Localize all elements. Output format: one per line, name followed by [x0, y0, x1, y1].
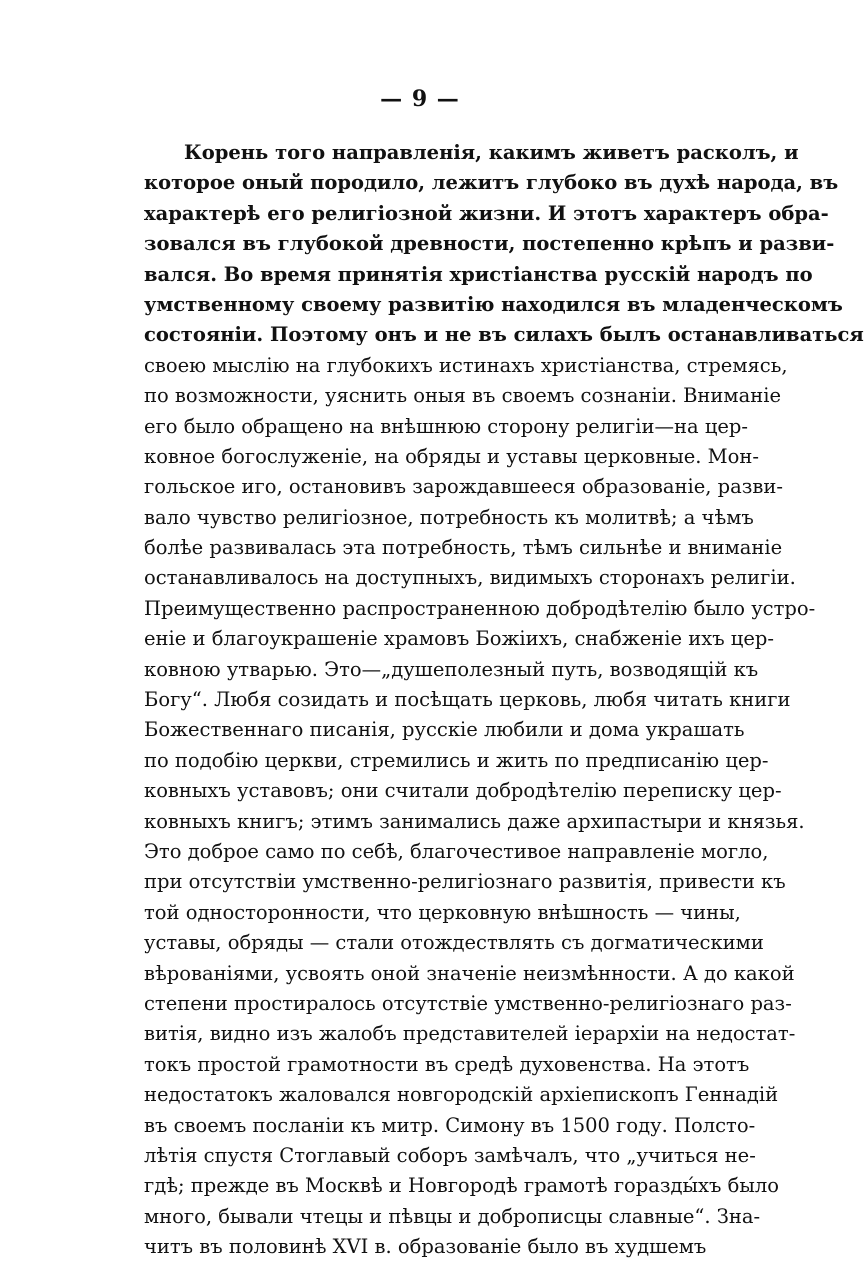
text-line: той односторонности, что церковную внѣшность — чины,	[144, 900, 741, 924]
text-line: которое оный породило, лежитъ глубоко въ духѣ народа, въ	[144, 171, 839, 195]
text-line: вало чувство религіозное, потребность къ молитвѣ; а чѣмъ	[144, 505, 754, 529]
text-line: Богу“. Любя созидать и посѣщать церковь, любя читать книги	[144, 688, 791, 712]
text-line: болѣе развивалась эта потребность, тѣмъ сильнѣе и вниманіе	[144, 536, 783, 560]
text-line: его было обращено на внѣшнюю сторону религіи—на цер-	[144, 414, 748, 438]
text-line: ковное богослуженіе, на обряды и уставы церковные. Мон-	[144, 444, 759, 468]
text-line: гдѣ; прежде въ Москвѣ и Новгородѣ грамотѣ горазды́хъ было	[144, 1174, 780, 1198]
text-line: при отсутствіи умственно-религіознаго развитія, привести къ	[144, 870, 786, 894]
body-text	[144, 138, 864, 1262]
text-line: Корень того направленія, какимъ живетъ расколъ, и	[184, 141, 799, 164]
text-line: Это доброе само по себѣ, благочестивое направленіе могло,	[144, 839, 769, 863]
text-line: своею мыслію на глубокихъ истинахъ христіанства, стремясь,	[144, 353, 788, 377]
text-line: останавливалось на доступныхъ, видимыхъ сторонахъ религіи.	[144, 566, 796, 590]
text-line: въ своемъ посланіи къ митр. Симону въ 1500 году. Полсто-	[144, 1113, 756, 1137]
text-line: читъ въ половинѣ XVI в. образованіе было въ худшемъ	[144, 1235, 707, 1259]
text-line: степени простиралось отсутствіе умственно-религіознаго раз-	[144, 991, 792, 1015]
text-line: много, бывали чтецы и пѣвцы и доброписцы славные“. Зна-	[144, 1204, 761, 1228]
page-number: — 9 —	[380, 86, 460, 112]
text-line: Божественнаго писанія, русскіе любили и дома украшать	[144, 718, 745, 742]
text-line: Преимущественно распространенною добродѣтелію было устро-	[144, 596, 816, 620]
text-line: токъ простой грамотности въ средѣ духовенства. На этотъ	[144, 1052, 750, 1076]
text-line: витія, видно изъ жалобъ представителей іерархіи на недостат-	[144, 1022, 796, 1046]
text-line: еніе и благоукрашеніе храмовъ Божіихъ, снабженіе ихъ цер-	[144, 627, 774, 651]
text-line: вался. Во время принятія христіанства русскій народъ по	[144, 262, 813, 286]
text-line: недостатокъ жаловался новгородскій архіепископъ Геннадій	[144, 1083, 779, 1107]
text-line: гольское иго, остановивъ зарождавшееся образованіе, разви-	[144, 475, 783, 499]
text-line: ковныхъ книгъ; этимъ занимались даже архипастыри и князья.	[144, 809, 805, 833]
text-line: по подобію церкви, стремились и жить по предписанію цер-	[144, 748, 769, 772]
text-line: зовался въ глубокой древности, постепенно крѣпъ и разви-	[144, 232, 835, 256]
text-line: вѣрованіями, усвоять оной значеніе неизмѣнности. А до какой	[144, 961, 795, 985]
text-line: состояніи. Поэтому онъ и не въ силахъ былъ останавливаться	[144, 323, 864, 347]
text-line: ковныхъ уставовъ; они считали добродѣтелію переписку цер-	[144, 779, 782, 803]
text-line: ковною утварью. Это—„душеполезный путь, возводящій къ	[144, 657, 759, 681]
text-line: лѣтія спустя Стоглавый соборъ замѣчалъ, что „учиться не-	[144, 1143, 756, 1167]
text-line: уставы, обряды — стали отождествлять съ догматическими	[144, 931, 764, 955]
text-line: по возможности, уяснить оныя въ своемъ сознаніи. Вниманіе	[144, 384, 781, 408]
text-line: умственному своему развитію находился въ младенческомъ	[144, 292, 843, 316]
text-line: характерѣ его религіозной жизни. И этотъ характеръ обра-	[144, 201, 829, 225]
